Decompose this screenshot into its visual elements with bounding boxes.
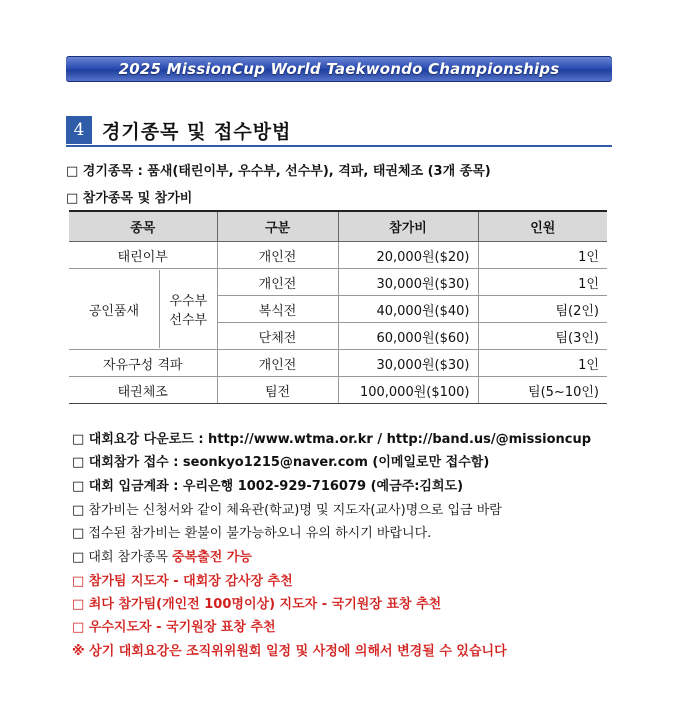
fee-cell: 30,000원($30) [338,350,478,377]
section-header [66,116,612,146]
fees-heading: □ 참가종목 및 참가비 [66,191,193,206]
header-type: 구분 [217,211,338,242]
fee-cell: 60,000원($60) [338,323,478,350]
payment-note: □ 참가비는 신청서와 같이 체육관(학교)명 및 지도자(교사)명으로 입금 바람 [72,503,502,518]
count-cell: 1인 [478,269,607,296]
section-divider [66,145,612,147]
count-cell: 팀(2인) [478,296,607,323]
subdivision-label: 선수부 [169,313,208,328]
duplicate-entry-note [72,546,252,565]
fee-cell: 20,000원($20) [338,242,478,269]
header-event: 종목 [69,211,217,242]
event-cell: 자유구성 격파 [69,350,217,377]
count-cell: 팀(3인) [478,323,607,350]
table-row [69,377,607,404]
type-cell: 복식전 [217,296,338,323]
table-row [69,350,607,377]
header-fee: 참가비 [338,211,478,242]
event-cell: 태린이부 [69,242,217,269]
subdivision-label: 우수부 [169,294,208,309]
event-group-cell [69,269,217,350]
section-title: 경기종목 및 접수방법 [102,121,292,143]
subdivision-cell [160,270,217,348]
type-cell: 개인전 [217,350,338,377]
count-cell: 1인 [478,350,607,377]
download-line: □ 대회요강 다운로드 : http://www.wtma.or.kr / http://band.us/@missioncup [72,432,592,447]
section-number: 4 [66,116,92,144]
type-cell: 팀전 [217,377,338,404]
championship-banner [66,56,612,82]
header-count: 인원 [478,211,607,242]
fee-table [69,210,607,404]
excellent-coach-award-line: □ 우수지도자 - 국기원장 표창 추천 [72,620,276,635]
coach-award-line: □ 참가팀 지도자 - 대회장 감사장 추천 [72,574,293,589]
event-cell: 태권체조 [69,377,217,404]
count-cell: 팀(5~10인) [478,377,607,404]
events-line: □ 경기종목 : 품새(태린이부, 우수부, 선수부), 격파, 태권체조 (3개 종목) [66,164,491,179]
table-row [69,269,607,296]
change-notice: ※ 상기 대회요강은 조직위위원회 일정 및 사정에 의해서 변경될 수 있습니다 [72,644,507,659]
fee-cell: 30,000원($30) [338,269,478,296]
type-cell: 개인전 [217,269,338,296]
type-cell: 개인전 [217,242,338,269]
duplicate-entry-highlight: 중복출전 가능 [172,550,252,565]
refund-note: □ 접수된 참가비는 환불이 불가능하오니 유의 하시기 바랍니다. [72,526,432,541]
banner-title: 2025 MissionCup World Taekwondo Championships [118,60,560,78]
duplicate-entry-prefix: □ 대회 참가종목 [72,550,173,565]
table-header-row [69,211,607,242]
largest-team-award-line: □ 최다 참가팀(개인전 100명이상) 지도자 - 국기원장 표창 추천 [72,597,442,612]
bank-account-line: □ 대회 입금계좌 : 우리은행 1002-929-716079 (예금주:김희도) [72,479,464,494]
type-cell: 단체전 [217,323,338,350]
fee-cell: 40,000원($40) [338,296,478,323]
count-cell: 1인 [478,242,607,269]
fee-cell: 100,000원($100) [338,377,478,404]
table-row [69,242,607,269]
registration-line: □ 대회참가 접수 : seonkyo1215@naver.com (이메일로만 접수함) [72,455,490,470]
event-cell: 공인품새 [69,270,160,348]
